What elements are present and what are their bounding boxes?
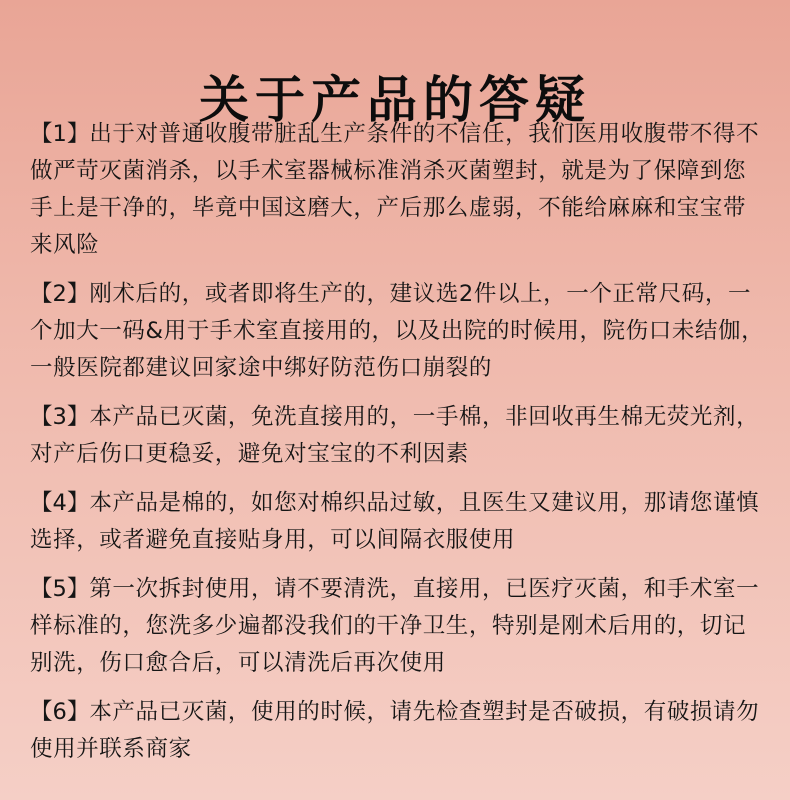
faq-item-2: [30, 276, 765, 387]
faq-item-number: 【1】: [30, 121, 90, 147]
faq-item-3: [30, 399, 765, 473]
faq-item-1: [30, 116, 765, 264]
faq-item-6: [30, 694, 765, 768]
faq-item-text: 刚术后的，或者即将生产的，建议选2件以上，一个正常尺码，一个加大一码&用于手术室直接用的，以及出院的时候用，院伤口未结伽，一般医院都建议回家途中绑好防范伤口崩裂的: [30, 281, 765, 381]
faq-item-text: 本产品已灭菌，免洗直接用的，一手棉，非回收再生棉无荧光剂，对产后伤口更稳妥，避免对宝宝的不利因素: [30, 404, 760, 467]
faq-item-number: 【5】: [30, 576, 90, 602]
faq-item-number: 【2】: [30, 281, 90, 307]
faq-item-4: [30, 485, 765, 559]
faq-item-text: 第一次拆封使用，请不要清洗，直接用，已医疗灭菌，和手术室一样标准的，您洗多少遍都没我们的干净卫生，特别是刚术后用的，切记别洗，伤口愈合后，可以清洗后再次使用: [30, 576, 760, 676]
faq-item-text: 出于对普通收腹带脏乱生产条件的不信任，我们医用收腹带不得不做严苛灭菌消杀，以手术室器械标准消杀灭菌塑封，就是为了保障到您手上是干净的，毕竟中国这磨大，产后那么虚弱，不能给麻麻和宝宝带来风险: [30, 121, 760, 258]
faq-list: [30, 116, 765, 780]
faq-item-number: 【6】: [30, 699, 90, 725]
page-title: 关于产品的答疑: [199, 70, 591, 129]
faq-item-number: 【3】: [30, 404, 90, 430]
faq-item-text: 本产品已灭菌，使用的时候，请先检查塑封是否破损，有破损请勿使用并联系商家: [30, 699, 760, 762]
faq-item-number: 【4】: [30, 490, 90, 516]
faq-item-5: [30, 571, 765, 682]
faq-item-text: 本产品是棉的，如您对棉织品过敏，且医生又建议用，那请您谨慎选择，或者避免直接贴身用，可以间隔衣服使用: [30, 490, 760, 553]
